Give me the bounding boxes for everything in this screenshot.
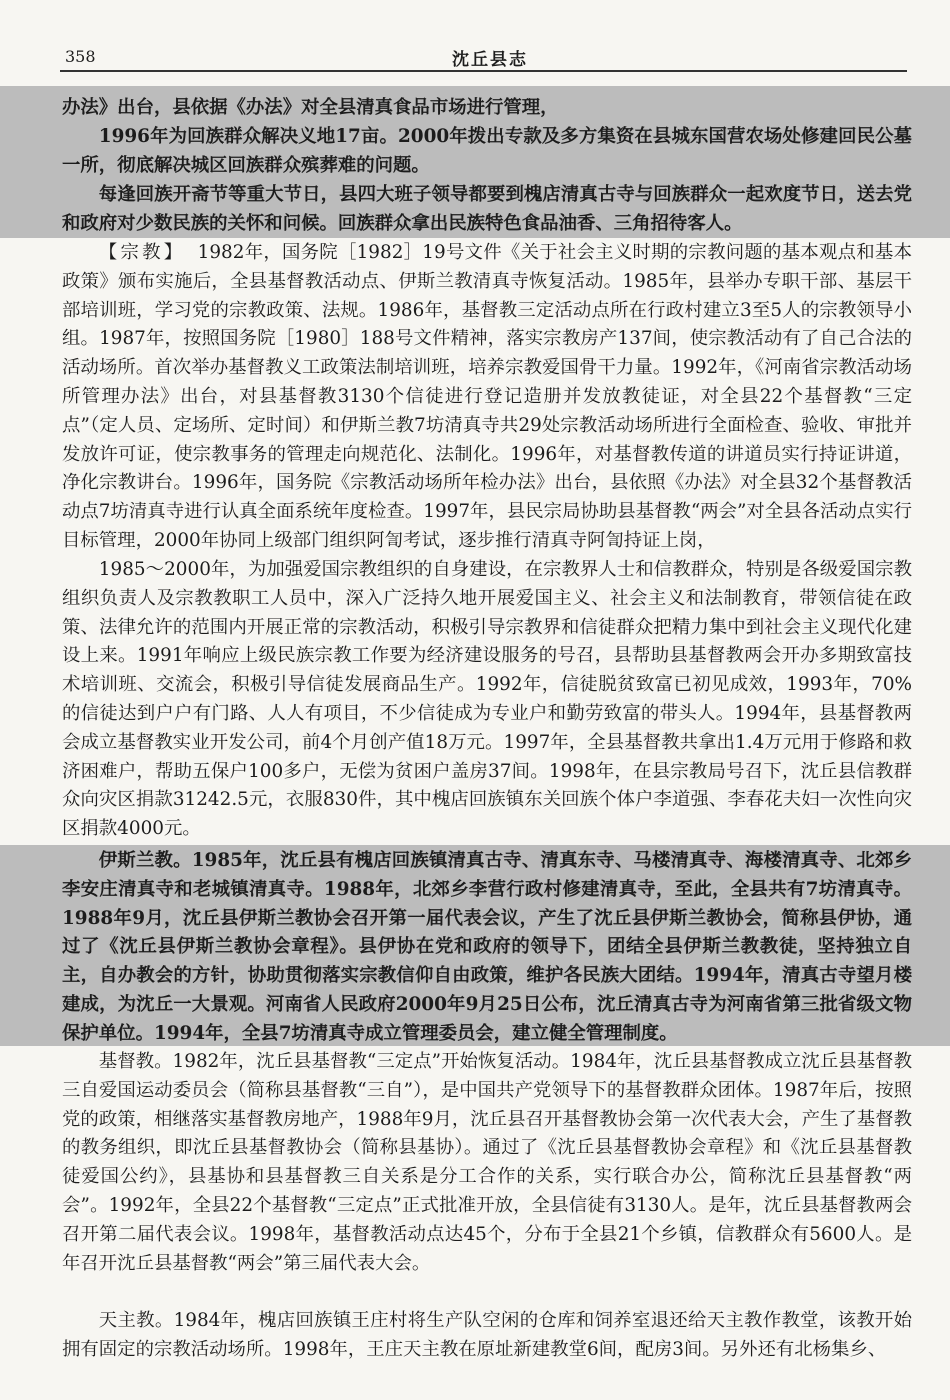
paragraph-halal-market: 办法》出台，县依据《办法》对全县清真食品市场进行管理， bbox=[62, 97, 559, 118]
section-label-religion: 【宗教】 bbox=[98, 242, 186, 263]
page-number: 358 bbox=[65, 47, 96, 66]
paragraph-festivals: 每逢回族开斋节等重大节日，县四大班子领导都要到槐店清真古寺与回族群众一起欢度节日，送去党和政府对少数民族的关怀和问候。回族群众拿出民族特色食品油香、三角招待客人。 bbox=[62, 184, 912, 234]
paragraph-islam: 伊斯兰教。1985年，沈丘县有槐店回族镇清真古寺、清真东寺、马楼清真寺、海楼清真寺、北郊乡李安庄清真寺和老城镇清真寺。1988年，北郊乡李营行政村修建清真寺，至此，全县共有7坊清真寺。1988年9月，沈丘县伊斯兰教协会召开第一届代表会议，产生了沈丘县伊斯兰教协会，简称县伊协，通过了《沈丘县伊斯兰教协会章程》。县伊协在党和政府的领导下，团结全县伊斯兰教教徒，坚持独立自主，自办教会的方针，协助贯彻落实宗教信仰自由政策，维护各民族大团结。1994年，清真古寺望月楼建成，为沈丘一大景观。河南省人民政府2000年9月25日公布，沈丘清真古寺为河南省第三批省级文物保护单位。1994年，全县7坊清真寺成立管理委员会，建立健全管理制度。 bbox=[62, 850, 912, 1044]
paragraph-religion-text: 1982年，国务院［1982］19号文件《关于社会主义时期的宗教问题的基本观点和基本政策》颁布实施后，全县基督教活动点、伊斯兰教清真寺恢复活动。1985年，县举办专职干部、基层干部培训班，学习党的宗教政策、法规。1986年，基督教三定活动点所在行政村建立3至5人的宗教领导小组。1987年，按照国务院［1980］188号文件精神，落实宗教房产137间，使宗教活动有了自己合法的活动场所。首次举办基督教义工政策法制培训班，培养宗教爱国骨干力量。1992年，《河南省宗教活动场所管理办法》出台，对县基督教3130个信徒进行登记造册并发放教徒证，对全县22个基督教“三定点”（定人员、定场所、定时间）和伊斯兰教7坊清真寺共29处宗教活动场所进行全面检查、验收、审批并发放许可证，使宗教事务的管理走向规范化、法制化。1996年，对基督教传道的讲道员实行持证讲道，净化宗教讲台。1996年，国务院《宗教活动场所年检办法》出台，县依照《办法》对全县32个基督教活动点7坊清真寺进行认真全面系统年度检查。1997年，县民宗局协助县基督教“两会”对全县各活动点实行目标管理，2000年协同上级部门组织阿訇考试，逐步推行清真寺阿訇持证上岗， bbox=[62, 242, 912, 551]
header-rule bbox=[60, 70, 907, 72]
paragraph-religion bbox=[62, 239, 912, 556]
paragraph-patriotic-education: 1985～2000年，为加强爱国宗教组织的自身建设，在宗教界人士和信教群众，特别是各级爱国宗教组织负责人及宗教教职工人员中，深入广泛持久地开展爱国主义、社会主义和法制教育，带领信徒在政策、法律允许的范围内开展正常的宗教活动，积极引导宗教界和信徒群众把精力集中到社会主义现代化建设上来。1991年响应上级民族宗教工作要为经济建设服务的号召，县帮助县基督教两会开办多期致富技术培训班、交流会，积极引导信徒发展商品生产。1992年，信徒脱贫致富已初见成效，1993年，70%的信徒达到户户有门路、人人有项目，不少信徒成为专业户和勤劳致富的带头人。1994年，县基督教两会成立基督教实业开发公司，前4个月创产值18万元。1997年，全县基督教共拿出1.4万元用于修路和救济困难户，帮助五保户100多户，无偿为贫困户盖房37间。1998年，在县宗教局号召下，沈丘县信教群众向灾区捐款31242.5元，衣服830件，其中槐店回族镇东关回族个体户李道强、李春花夫妇一次性向灾区捐款4000元。 bbox=[62, 559, 912, 840]
page-header bbox=[0, 0, 950, 84]
paragraph-catholicism: 天主教。1984年，槐店回族镇王庄村将生产队空闲的仓库和饲养室退还给天主教作教堂，该教开始拥有固定的宗教活动场所。1998年，王庄天主教在原址新建教堂6间，配房3间。另外还有北杨集乡、 bbox=[62, 1310, 912, 1360]
paragraph-christianity: 基督教。1982年，沈丘县基督教“三定点”开始恢复活动。1984年，沈丘县基督教成立沈丘县基督教三自爱国运动委员会（简称县基督教“三自”），是中国共产党领导下的基督教群众团体。1987年后，按照党的政策，相继落实基督教房地产，1988年9月，沈丘县召开基督教协会第一次代表大会，产生了基督教的教务组织，即沈丘县基督教协会（简称县基协）。通过了《沈丘县基督教协会章程》和《沈丘县基督教徒爱国公约》，县基协和县基督教三自关系是分工合作的关系，实行联合办公，简称沈丘县基督教“两会”。1992年，全县22个基督教“三定点”正式批准开放，全县信徒有3130人。是年，沈丘县基督教两会召开第二届代表会议。1998年，基督教活动点达45个，分布于全县21个乡镇，信教群众有5600人。是年召开沈丘县基督教“两会”第三届代表大会。 bbox=[62, 1051, 912, 1274]
paragraph-cemetery: 1996年为回族群众解决义地17亩。2000年拨出专款及多方集资在县城东国营农场处修建回民公墓一所，彻底解决城区回族群众殡葬难的问题。 bbox=[62, 126, 912, 176]
book-title: 沈丘县志 bbox=[452, 50, 528, 70]
